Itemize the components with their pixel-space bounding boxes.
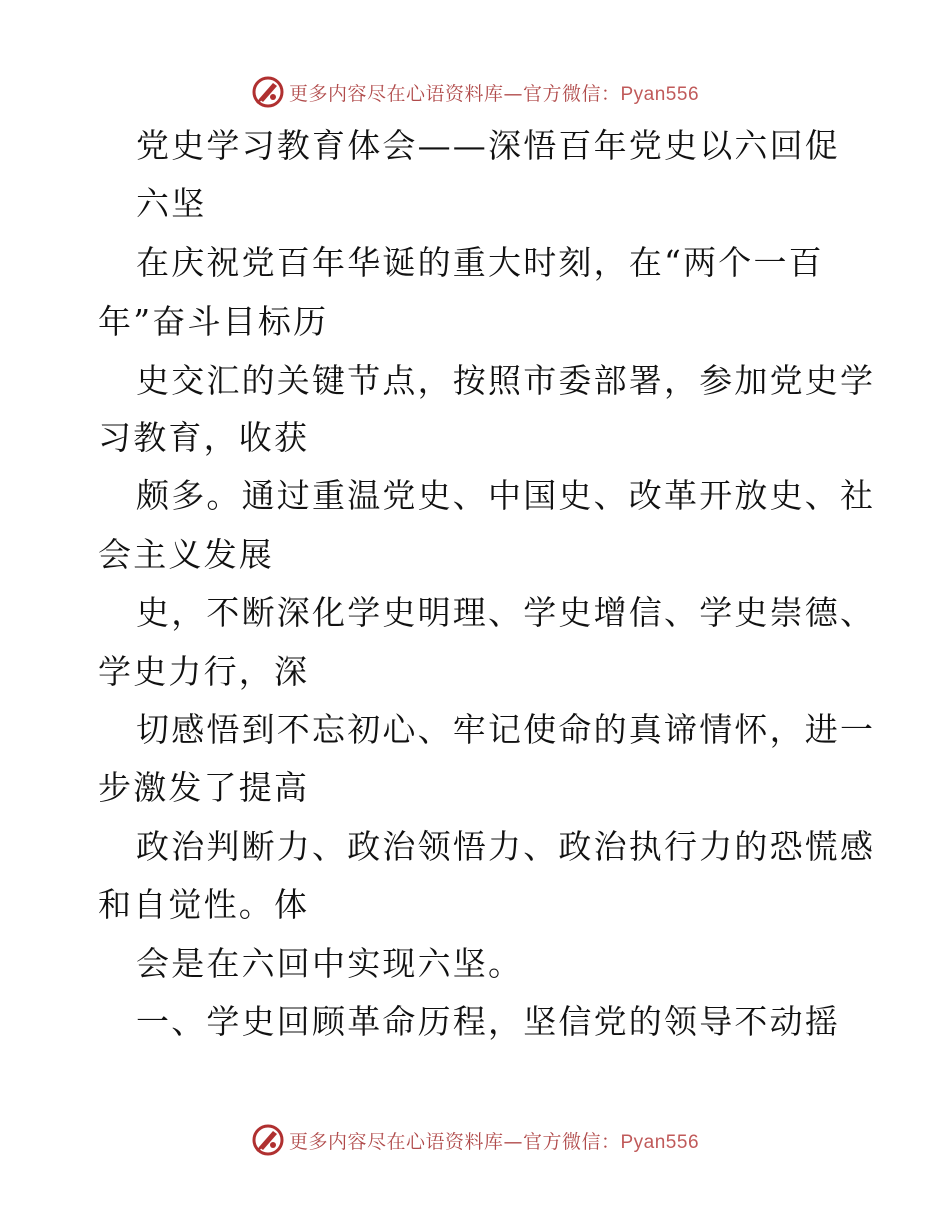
paragraph-line: 在庆祝党百年华诞的重大时刻，在“两个一百 — [136, 243, 824, 282]
document-title-line-2: 六坚 — [136, 184, 207, 223]
paragraph-line: 年”奋斗目标历 — [98, 302, 329, 341]
watermark-text — [289, 1127, 699, 1154]
paragraph-line: 史交汇的关键节点，按照市委部署，参加党史学 — [136, 361, 876, 400]
watermark-wechat-label: 官方微信： — [522, 82, 621, 105]
paragraph-line: 会是在六回中实现六坚。 — [136, 944, 524, 983]
paragraph-line: 切感悟到不忘初心、牢记使命的真谛情怀，进一 — [136, 710, 876, 749]
red-quill-seal-icon — [251, 75, 285, 109]
document-title-line-1: 党史学习教育体会——深悟百年党史以六回促 — [136, 126, 840, 165]
footer-watermark — [0, 1120, 950, 1160]
watermark-separator: — — [503, 82, 523, 105]
paragraph-line: 学史力行，深 — [98, 652, 310, 691]
watermark-separator: — — [503, 1130, 523, 1153]
section-heading: 一、学史回顾革命历程，坚信党的领导不动摇 — [136, 1002, 840, 1041]
watermark-site-name: 更多内容尽在心语资料库 — [288, 1130, 504, 1153]
paragraph-line: 习教育，收获 — [98, 418, 310, 457]
paragraph-line: 史，不断深化学史明理、学史增信、学史崇德、 — [136, 593, 876, 632]
watermark-text — [289, 79, 699, 106]
watermark-site-name: 更多内容尽在心语资料库 — [288, 82, 504, 105]
paragraph-line: 步激发了提高 — [98, 768, 310, 807]
paragraph-line: 会主义发展 — [98, 535, 274, 574]
paragraph-line: 和自觉性。体 — [98, 885, 310, 924]
paragraph-line: 政治判断力、政治领悟力、政治执行力的恐慌感 — [136, 827, 876, 866]
watermark-wechat-id: Pyan556 — [620, 1131, 700, 1153]
red-quill-seal-icon — [251, 1123, 285, 1157]
header-watermark — [0, 72, 950, 112]
watermark-wechat-id: Pyan556 — [620, 83, 700, 105]
watermark-wechat-label: 官方微信： — [522, 1130, 621, 1153]
paragraph-line: 颇多。通过重温党史、中国史、改革开放史、社 — [136, 476, 876, 515]
